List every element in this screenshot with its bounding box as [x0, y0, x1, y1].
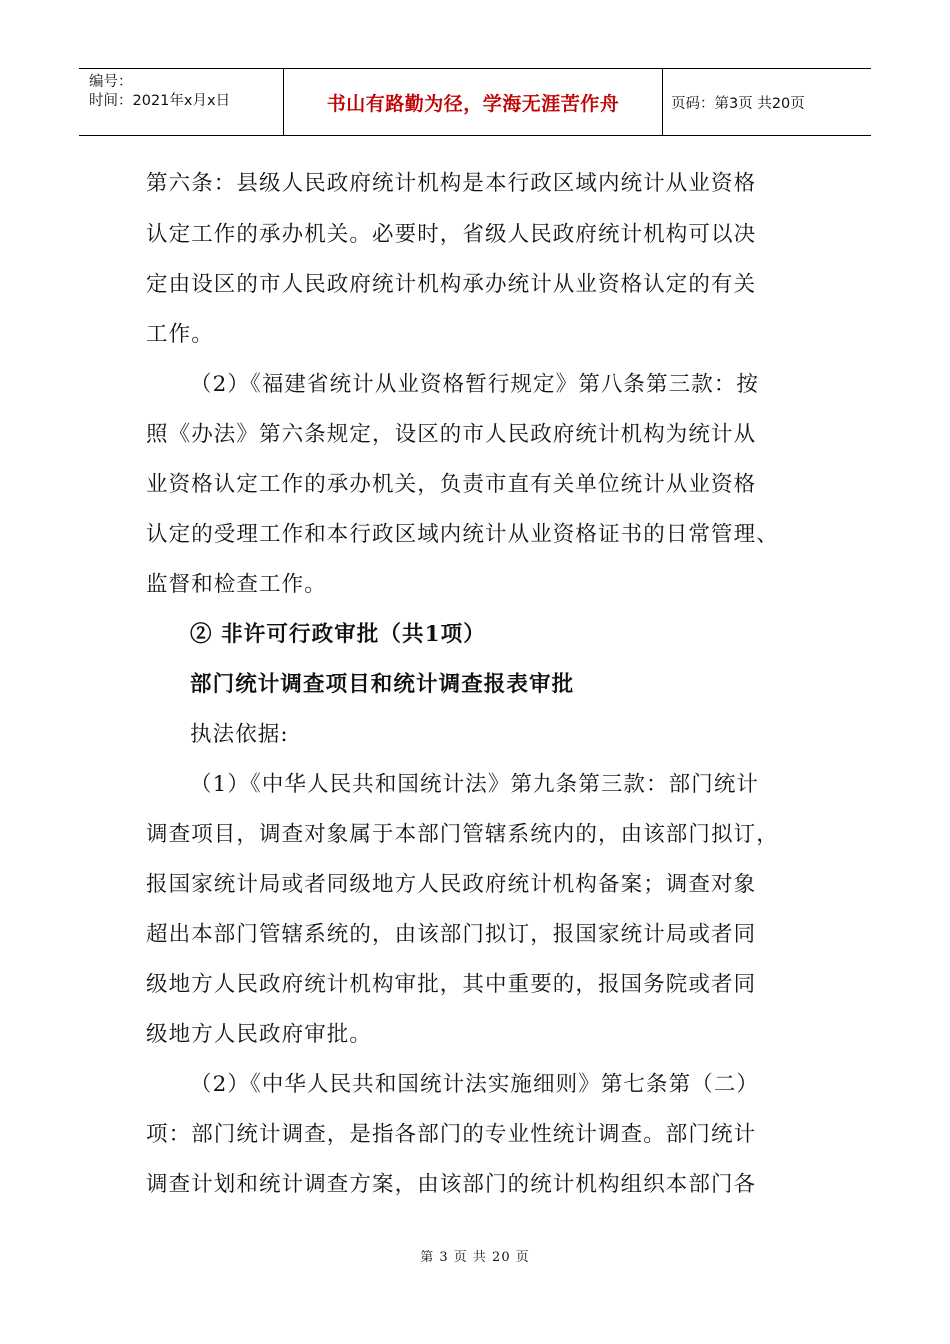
paragraph-line: 第六条：县级人民政府统计机构是本行政区域内统计从业资格	[146, 171, 757, 196]
header-motto: 书山有路勤为径，学海无涯苦作舟	[283, 69, 663, 135]
paragraph-line: 项：部门统计调查，是指各部门的专业性统计调查。部门统计	[146, 1122, 757, 1147]
paragraph-line: 级地方人民政府统计机构审批，其中重要的，报国务院或者同	[146, 972, 757, 997]
paragraph-line: 报国家统计局或者同级地方人民政府统计机构备案；调查对象	[146, 872, 757, 897]
page-footer: 第 3 页 共 20 页	[420, 1250, 530, 1265]
paragraph-line: 超出本部门管辖系统的，由该部门拟订，报国家统计局或者同	[146, 922, 757, 947]
basis-label: 执法依据:	[190, 722, 289, 747]
paragraph-line: 定由设区的市人民政府统计机构承办统计从业资格认定的有关	[146, 272, 757, 297]
paragraph-line: 工作。	[146, 322, 214, 347]
paragraph-line: （2）《中华人民共和国统计法实施细则》第七条第（二）	[190, 1072, 760, 1097]
paragraph-line: 级地方人民政府审批。	[146, 1022, 373, 1047]
paragraph-line: 照《办法》第六条规定，设区的市人民政府统计机构为统计从	[146, 422, 757, 447]
paragraph-line: 认定工作的承办机关。必要时，省级人民政府统计机构可以决	[146, 222, 757, 247]
paragraph-line: 调查项目，调查对象属于本部门管辖系统内的，由该部门拟订，	[146, 822, 779, 847]
header-page-info: 页码：第3页 共20页	[671, 95, 805, 112]
paragraph-line: （1）《中华人民共和国统计法》第九条第三款：部门统计	[190, 772, 760, 797]
header-meta	[79, 69, 283, 135]
paragraph-line: 业资格认定工作的承办机关，负责市直有关单位统计从业资格	[146, 472, 757, 497]
document-number-label: 编号：	[89, 74, 133, 90]
paragraph-line: 监督和检查工作。	[146, 572, 327, 597]
paragraph-line: 认定的受理工作和本行政区域内统计从业资格证书的日常管理、	[146, 522, 779, 547]
page-header	[79, 68, 871, 136]
section-heading: ② 非许可行政审批（共1项）	[190, 622, 486, 647]
paragraph-line: 调查计划和统计调查方案，由该部门的统计机构组织本部门各	[146, 1172, 757, 1197]
paragraph-line: （2）《福建省统计从业资格暂行规定》第八条第三款：按	[190, 372, 760, 397]
document-date-label: 时间：2021年x月x日	[89, 93, 231, 109]
item-heading: 部门统计调查项目和统计调查报表审批	[190, 672, 575, 697]
